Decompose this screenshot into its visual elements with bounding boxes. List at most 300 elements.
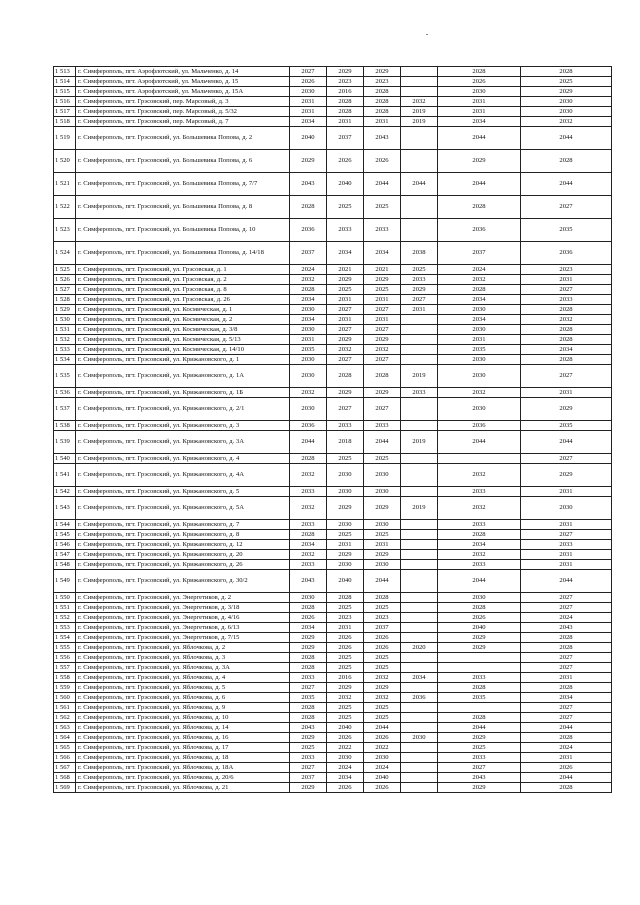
year-cell — [401, 454, 438, 464]
row-number-cell: 1 561 — [54, 703, 76, 713]
address-cell: г. Симферополь, пгт. Грэсовский, ул. Космическая, д. 5/13 — [76, 335, 290, 345]
table-row — [54, 67, 612, 77]
address-cell: г. Симферополь, пгт. Грэсовский, ул. Яблочкова, д. 18 — [76, 753, 290, 763]
year-cell: 2029 — [364, 335, 401, 345]
year-cell: 2028 — [521, 643, 612, 653]
row-number-cell: 1 513 — [54, 67, 76, 77]
year-cell: 2032 — [521, 315, 612, 325]
year-cell: 2044 — [438, 431, 521, 454]
year-cell: 2029 — [327, 335, 364, 345]
address-cell: г. Симферополь, пгт. Грэсовский, ул. Космическая, д. 3/8 — [76, 325, 290, 335]
address-cell: г. Симферополь, пгт. Грэсовский, пер. Марсовый, д. 5/32 — [76, 107, 290, 117]
address-cell: г. Симферополь, пгт. Грэсовский, ул. Энергетиков, д. 2 — [76, 593, 290, 603]
year-cell — [401, 355, 438, 365]
year-cell: 2025 — [364, 663, 401, 673]
year-cell: 2032 — [438, 275, 521, 285]
address-cell: г. Симферополь, пгт. Грэсовский, ул. Космическая, д. 1 — [76, 305, 290, 315]
year-cell — [401, 530, 438, 540]
year-cell — [401, 593, 438, 603]
year-cell: 2034 — [438, 540, 521, 550]
table-row — [54, 663, 612, 673]
year-cell — [401, 325, 438, 335]
table-row — [54, 265, 612, 275]
year-cell: 2035 — [290, 345, 327, 355]
year-cell — [401, 487, 438, 497]
year-cell: 2040 — [290, 127, 327, 150]
row-number-cell: 1 537 — [54, 398, 76, 421]
year-cell — [401, 723, 438, 733]
year-cell — [401, 570, 438, 593]
table-row — [54, 398, 612, 421]
year-cell: 2029 — [438, 150, 521, 173]
year-cell — [401, 783, 438, 793]
year-cell: 2033 — [290, 520, 327, 530]
year-cell: 2034 — [327, 773, 364, 783]
year-cell — [401, 603, 438, 613]
address-cell: г. Симферополь, пгт. Грэсовский, ул. Яблочкова, д. 4 — [76, 673, 290, 683]
year-cell — [401, 335, 438, 345]
year-cell: 2027 — [327, 355, 364, 365]
year-cell: 2034 — [438, 315, 521, 325]
schedule-table — [53, 66, 612, 793]
year-cell: 2025 — [364, 703, 401, 713]
year-cell: 2028 — [327, 365, 364, 388]
row-number-cell: 1 564 — [54, 733, 76, 743]
year-cell: 2043 — [290, 173, 327, 196]
row-number-cell: 1 518 — [54, 117, 76, 127]
year-cell — [401, 540, 438, 550]
row-number-cell: 1 520 — [54, 150, 76, 173]
year-cell — [401, 623, 438, 633]
row-number-cell: 1 567 — [54, 763, 76, 773]
year-cell: 2025 — [401, 265, 438, 275]
year-cell: 2032 — [438, 497, 521, 520]
table-row — [54, 97, 612, 107]
year-cell — [401, 763, 438, 773]
year-cell — [401, 773, 438, 783]
year-cell: 2036 — [521, 242, 612, 265]
year-cell: 2029 — [521, 398, 612, 421]
year-cell: 2028 — [521, 150, 612, 173]
year-cell: 2031 — [521, 388, 612, 398]
table-row — [54, 345, 612, 355]
year-cell: 2029 — [327, 67, 364, 77]
table-row — [54, 743, 612, 753]
year-cell: 2034 — [438, 295, 521, 305]
year-cell: 2028 — [521, 305, 612, 315]
year-cell: 2028 — [290, 530, 327, 540]
table-row — [54, 87, 612, 97]
year-cell: 2043 — [290, 570, 327, 593]
table-row — [54, 315, 612, 325]
year-cell — [401, 743, 438, 753]
table-row — [54, 713, 612, 723]
year-cell: 2025 — [327, 454, 364, 464]
year-cell: 2027 — [521, 603, 612, 613]
year-cell: 2021 — [364, 265, 401, 275]
year-cell: 2026 — [327, 633, 364, 643]
year-cell: 2034 — [290, 117, 327, 127]
row-number-cell: 1 514 — [54, 77, 76, 87]
row-number-cell: 1 553 — [54, 623, 76, 633]
year-cell: 2029 — [364, 67, 401, 77]
year-cell: 2031 — [364, 540, 401, 550]
table-row — [54, 388, 612, 398]
year-cell: 2028 — [364, 593, 401, 603]
address-cell: г. Симферополь, пгт. Грэсовский, ул. Крижановского, д. 1А — [76, 365, 290, 388]
table-row — [54, 733, 612, 743]
year-cell: 2020 — [401, 643, 438, 653]
row-number-cell: 1 566 — [54, 753, 76, 763]
year-cell: 2027 — [521, 365, 612, 388]
table-row — [54, 603, 612, 613]
year-cell: 2033 — [521, 540, 612, 550]
year-cell: 2028 — [521, 633, 612, 643]
table-row — [54, 623, 612, 633]
year-cell: 2030 — [438, 365, 521, 388]
year-cell: 2031 — [521, 487, 612, 497]
year-cell: 2033 — [438, 673, 521, 683]
table-row — [54, 593, 612, 603]
year-cell: 2044 — [438, 127, 521, 150]
year-cell: 2034 — [290, 540, 327, 550]
year-cell — [401, 77, 438, 87]
year-cell: 2030 — [290, 305, 327, 315]
year-cell: 2026 — [438, 77, 521, 87]
year-cell: 2029 — [290, 150, 327, 173]
year-cell: 2032 — [290, 497, 327, 520]
year-cell: 2024 — [327, 763, 364, 773]
year-cell: 2031 — [438, 97, 521, 107]
year-cell: 2036 — [438, 421, 521, 431]
year-cell: 2026 — [521, 763, 612, 773]
year-cell: 2035 — [290, 693, 327, 703]
year-cell: 2028 — [438, 67, 521, 77]
year-cell: 2031 — [521, 550, 612, 560]
year-cell — [401, 127, 438, 150]
year-cell: 2044 — [364, 570, 401, 593]
row-number-cell: 1 533 — [54, 345, 76, 355]
year-cell — [401, 219, 438, 242]
year-cell: 2016 — [327, 673, 364, 683]
year-cell: 2044 — [521, 431, 612, 454]
year-cell: 2028 — [364, 87, 401, 97]
table-row — [54, 560, 612, 570]
year-cell: 2030 — [290, 593, 327, 603]
table-row — [54, 127, 612, 150]
year-cell: 2028 — [438, 285, 521, 295]
address-cell: г. Симферополь, пгт. Грэсовский, ул. Яблочкова, д. 3 — [76, 653, 290, 663]
year-cell: 2025 — [364, 285, 401, 295]
year-cell: 2027 — [521, 593, 612, 603]
table-row — [54, 773, 612, 783]
address-cell: г. Симферополь, пгт. Грэсовский, ул. Крижановского, д. 30/2 — [76, 570, 290, 593]
address-cell: г. Симферополь, пгт. Грэсовский, ул. Крижановского, д. 3 — [76, 421, 290, 431]
year-cell: 2026 — [438, 613, 521, 623]
address-cell: г. Симферополь, пгт. Грэсовский, ул. Яблочкова, д. 9 — [76, 703, 290, 713]
row-number-cell: 1 530 — [54, 315, 76, 325]
year-cell: 2030 — [327, 560, 364, 570]
year-cell: 2032 — [290, 464, 327, 487]
year-cell — [401, 464, 438, 487]
year-cell: 2033 — [401, 275, 438, 285]
address-cell: г. Симферополь, пгт. Аэрофлотский, ул. Мальченко, д. 14 — [76, 67, 290, 77]
year-cell: 2023 — [327, 613, 364, 623]
year-cell: 2032 — [364, 345, 401, 355]
year-cell: 2035 — [521, 219, 612, 242]
year-cell: 2029 — [364, 275, 401, 285]
year-cell: 2025 — [364, 653, 401, 663]
year-cell: 2028 — [290, 653, 327, 663]
table-row — [54, 464, 612, 487]
year-cell — [401, 520, 438, 530]
row-number-cell: 1 565 — [54, 743, 76, 753]
year-cell: 2030 — [364, 753, 401, 763]
year-cell: 2019 — [401, 365, 438, 388]
row-number-cell: 1 555 — [54, 643, 76, 653]
table-row — [54, 693, 612, 703]
year-cell — [401, 613, 438, 623]
year-cell: 2031 — [401, 305, 438, 315]
year-cell: 2032 — [290, 275, 327, 285]
year-cell: 2027 — [290, 763, 327, 773]
address-cell: г. Симферополь, пгт. Грэсовский, ул. Крижановского, д. 12 — [76, 540, 290, 550]
row-number-cell: 1 544 — [54, 520, 76, 530]
row-number-cell: 1 550 — [54, 593, 76, 603]
address-cell: г. Симферополь, пгт. Грэсовский, ул. Космическая, д. 2 — [76, 315, 290, 325]
row-number-cell: 1 515 — [54, 87, 76, 97]
address-cell: г. Симферополь, пгт. Грэсовский, пер. Марсовый, д. 3 — [76, 97, 290, 107]
row-number-cell: 1 560 — [54, 693, 76, 703]
year-cell: 2031 — [290, 97, 327, 107]
table-row — [54, 325, 612, 335]
year-cell: 2030 — [438, 593, 521, 603]
address-cell: г. Симферополь, пгт. Грэсовский, ул. Грэсовская, д. 1 — [76, 265, 290, 275]
table-row — [54, 673, 612, 683]
year-cell: 2025 — [327, 663, 364, 673]
table-body — [54, 67, 612, 793]
year-cell: 2030 — [290, 365, 327, 388]
year-cell: 2024 — [364, 763, 401, 773]
address-cell: г. Симферополь, пгт. Грэсовский, ул. Энергетиков, д. 4/16 — [76, 613, 290, 623]
year-cell: 2032 — [327, 345, 364, 355]
year-cell: 2029 — [401, 285, 438, 295]
year-cell: 2044 — [364, 723, 401, 733]
year-cell — [401, 713, 438, 723]
table-row — [54, 613, 612, 623]
year-cell: 2027 — [290, 683, 327, 693]
year-cell: 2027 — [521, 653, 612, 663]
year-cell: 2025 — [327, 713, 364, 723]
row-number-cell: 1 563 — [54, 723, 76, 733]
row-number-cell: 1 554 — [54, 633, 76, 643]
year-cell: 2031 — [364, 295, 401, 305]
address-cell: г. Симферополь, пгт. Грэсовский, пер. Марсовый, д. 7 — [76, 117, 290, 127]
year-cell — [401, 753, 438, 763]
year-cell: 2027 — [521, 454, 612, 464]
year-cell: 2030 — [290, 325, 327, 335]
year-cell: 2030 — [401, 733, 438, 743]
year-cell: 2031 — [327, 295, 364, 305]
year-cell: 2031 — [327, 315, 364, 325]
year-cell: 2030 — [438, 305, 521, 315]
year-cell: 2030 — [364, 487, 401, 497]
year-cell: 2040 — [327, 173, 364, 196]
row-number-cell: 1 539 — [54, 431, 76, 454]
year-cell: 2031 — [438, 335, 521, 345]
year-cell: 2031 — [364, 117, 401, 127]
year-cell: 2032 — [290, 388, 327, 398]
year-cell: 2016 — [327, 87, 364, 97]
table-row — [54, 117, 612, 127]
year-cell: 2023 — [327, 77, 364, 87]
year-cell: 2044 — [521, 773, 612, 783]
year-cell: 2023 — [364, 613, 401, 623]
year-cell — [401, 196, 438, 219]
year-cell: 2028 — [521, 783, 612, 793]
row-number-cell: 1 542 — [54, 487, 76, 497]
year-cell: 2033 — [438, 487, 521, 497]
row-number-cell: 1 522 — [54, 196, 76, 219]
year-cell: 2018 — [327, 431, 364, 454]
table-row — [54, 723, 612, 733]
year-cell: 2029 — [327, 683, 364, 693]
table-row — [54, 653, 612, 663]
year-cell: 2026 — [327, 783, 364, 793]
year-cell: 2037 — [327, 127, 364, 150]
address-cell: г. Симферополь, пгт. Грэсовский, ул. Большевика Попова, д. 10 — [76, 219, 290, 242]
year-cell: 2028 — [290, 603, 327, 613]
table-row — [54, 355, 612, 365]
row-number-cell: 1 557 — [54, 663, 76, 673]
table-row — [54, 753, 612, 763]
year-cell: 2037 — [364, 623, 401, 633]
year-cell: 2033 — [290, 673, 327, 683]
row-number-cell: 1 541 — [54, 464, 76, 487]
table-row — [54, 633, 612, 643]
year-cell: 2040 — [364, 773, 401, 783]
year-cell: 2040 — [327, 570, 364, 593]
year-cell: 2030 — [364, 560, 401, 570]
address-cell: г. Симферополь, пгт. Грэсовский, ул. Крижановского, д. 3А — [76, 431, 290, 454]
address-cell: г. Симферополь, пгт. Грэсовский, ул. Грэсовская, д. 8 — [76, 285, 290, 295]
row-number-cell: 1 528 — [54, 295, 76, 305]
year-cell: 2027 — [364, 325, 401, 335]
year-cell: 2029 — [290, 643, 327, 653]
year-cell: 2028 — [521, 335, 612, 345]
year-cell: 2025 — [364, 454, 401, 464]
year-cell: 2035 — [438, 345, 521, 355]
year-cell: 2025 — [327, 196, 364, 219]
year-cell: 2027 — [521, 663, 612, 673]
table-row — [54, 454, 612, 464]
year-cell: 2043 — [290, 723, 327, 733]
year-cell: 2034 — [401, 673, 438, 683]
table-row — [54, 530, 612, 540]
table-row — [54, 77, 612, 87]
year-cell — [401, 550, 438, 560]
year-cell: 2031 — [290, 335, 327, 345]
address-cell: г. Симферополь, пгт. Грэсовский, ул. Энергетиков, д. 6/13 — [76, 623, 290, 633]
year-cell: 2029 — [327, 275, 364, 285]
year-cell — [401, 315, 438, 325]
year-cell: 2034 — [364, 242, 401, 265]
year-cell: 2027 — [401, 295, 438, 305]
year-cell — [401, 663, 438, 673]
year-cell: 2030 — [290, 355, 327, 365]
year-cell: 2019 — [401, 431, 438, 454]
scan-speck — [426, 34, 428, 35]
row-number-cell: 1 525 — [54, 265, 76, 275]
year-cell: 2040 — [327, 723, 364, 733]
year-cell: 2026 — [364, 783, 401, 793]
address-cell: г. Симферополь, пгт. Грэсовский, ул. Яблочкова, д. 6 — [76, 693, 290, 703]
row-number-cell: 1 540 — [54, 454, 76, 464]
row-number-cell: 1 552 — [54, 613, 76, 623]
year-cell: 2028 — [327, 593, 364, 603]
year-cell: 2029 — [290, 633, 327, 643]
year-cell: 2044 — [364, 173, 401, 196]
year-cell: 2030 — [327, 520, 364, 530]
year-cell: 2036 — [438, 219, 521, 242]
year-cell: 2030 — [521, 107, 612, 117]
address-cell: г. Симферополь, пгт. Грэсовский, ул. Крижановского, д. 4А — [76, 464, 290, 487]
row-number-cell: 1 569 — [54, 783, 76, 793]
year-cell: 2019 — [401, 117, 438, 127]
address-cell: г. Симферополь, пгт. Грэсовский, ул. Яблочкова, д. 2 — [76, 643, 290, 653]
year-cell: 2029 — [438, 733, 521, 743]
year-cell: 2024 — [521, 613, 612, 623]
address-cell: г. Симферополь, пгт. Грэсовский, ул. Крижановского, д. 8 — [76, 530, 290, 540]
row-number-cell: 1 536 — [54, 388, 76, 398]
year-cell: 2031 — [521, 753, 612, 763]
table-row — [54, 540, 612, 550]
year-cell: 2037 — [290, 242, 327, 265]
year-cell: 2027 — [327, 325, 364, 335]
address-cell: г. Симферополь, пгт. Грэсовский, ул. Энергетиков, д. 3/18 — [76, 603, 290, 613]
year-cell — [438, 703, 521, 713]
year-cell: 2029 — [327, 550, 364, 560]
year-cell: 2029 — [364, 550, 401, 560]
year-cell: 2027 — [327, 398, 364, 421]
row-number-cell: 1 529 — [54, 305, 76, 315]
year-cell: 2044 — [521, 723, 612, 733]
row-number-cell: 1 559 — [54, 683, 76, 693]
year-cell: 2036 — [401, 693, 438, 703]
row-number-cell: 1 556 — [54, 653, 76, 663]
year-cell: 2019 — [401, 497, 438, 520]
year-cell: 2028 — [364, 107, 401, 117]
year-cell: 2030 — [327, 487, 364, 497]
year-cell: 2031 — [521, 520, 612, 530]
year-cell: 2032 — [364, 693, 401, 703]
year-cell: 2029 — [364, 683, 401, 693]
year-cell: 2029 — [327, 388, 364, 398]
year-cell — [401, 345, 438, 355]
year-cell: 2033 — [364, 421, 401, 431]
table-row — [54, 570, 612, 593]
year-cell: 2044 — [290, 431, 327, 454]
address-cell: г. Симферополь, пгт. Грэсовский, ул. Яблочкова, д. 14 — [76, 723, 290, 733]
year-cell: 2028 — [438, 196, 521, 219]
year-cell: 2027 — [327, 305, 364, 315]
address-cell: г. Симферополь, пгт. Грэсовский, ул. Большевика Попова, д. 6 — [76, 150, 290, 173]
table-row — [54, 520, 612, 530]
year-cell: 2027 — [521, 530, 612, 540]
row-number-cell: 1 545 — [54, 530, 76, 540]
year-cell: 2025 — [521, 77, 612, 87]
year-cell: 2034 — [438, 117, 521, 127]
